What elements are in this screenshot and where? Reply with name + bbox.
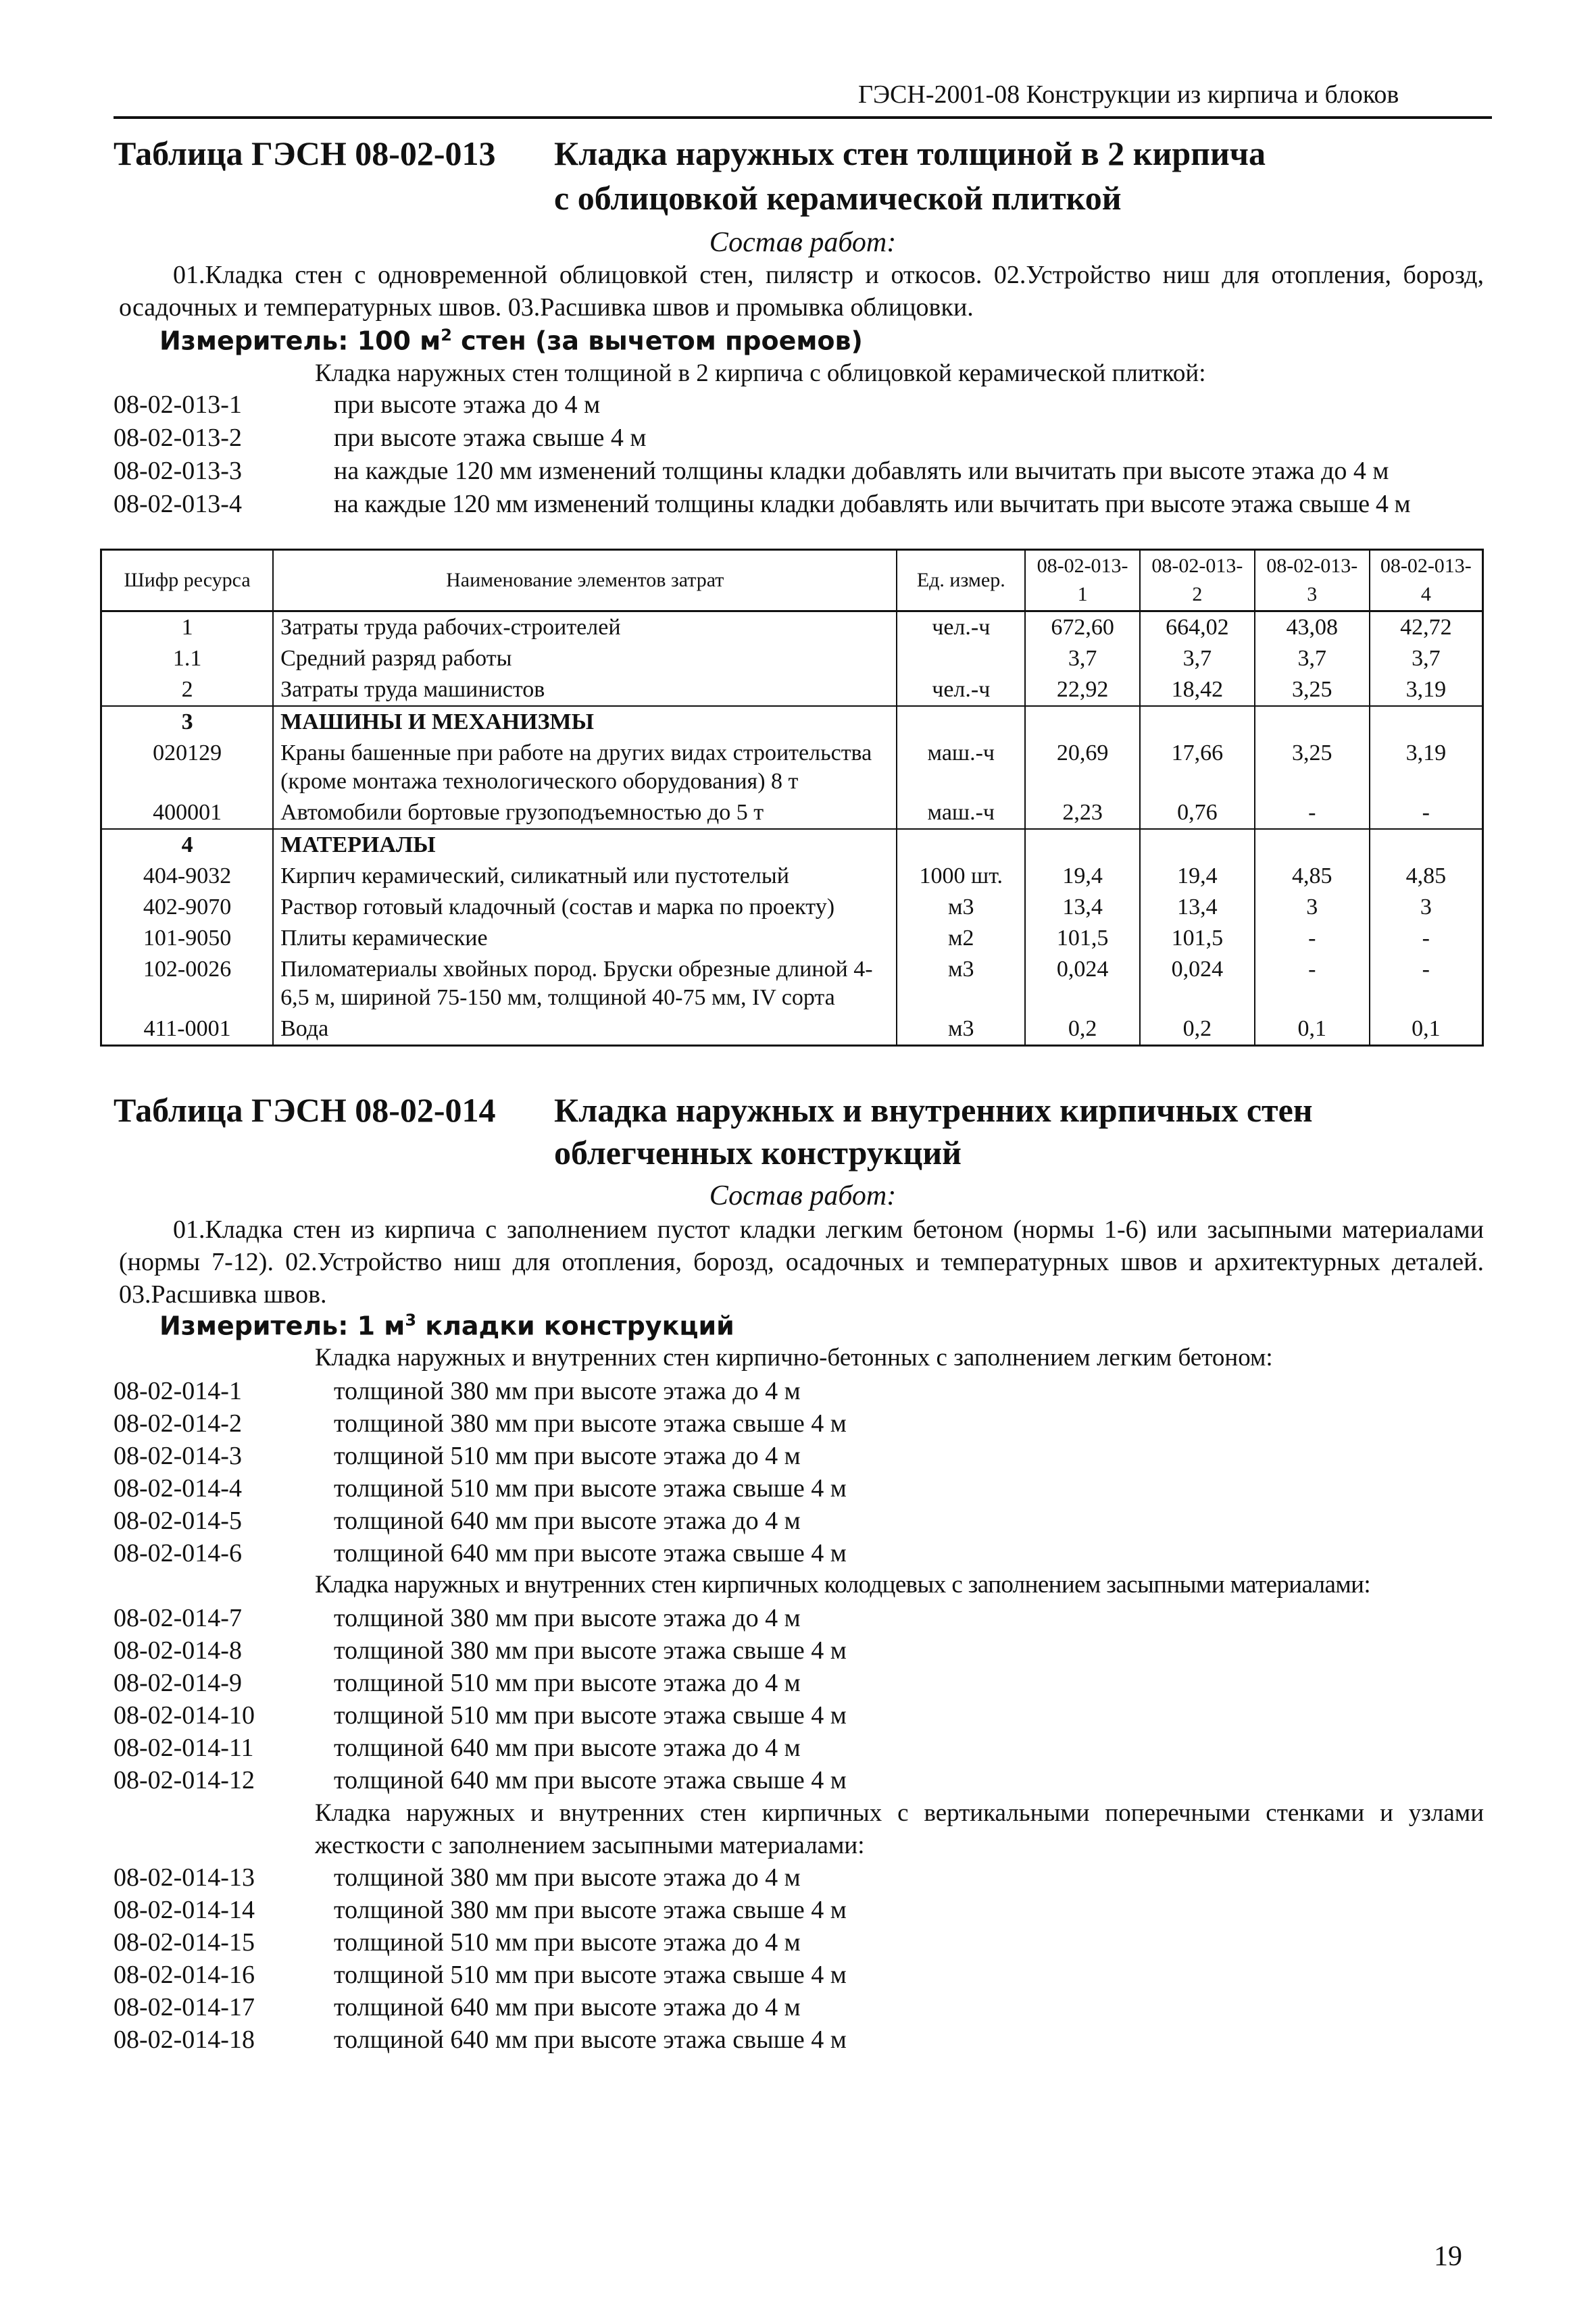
resource-code: 3: [101, 706, 274, 738]
table-013-group-label: Кладка наружных стен толщиной в 2 кирпича с облицовкой керамической плиткой:: [315, 359, 1206, 387]
resource-value: 664,02: [1140, 611, 1255, 644]
resource-value: -: [1255, 797, 1370, 829]
resource-value: -: [1255, 923, 1370, 954]
table-013-label: Таблица ГЭСН 08-02-013: [114, 134, 496, 172]
table-row: [101, 738, 1483, 797]
norm-text: при высоте этажа до 4 м: [334, 391, 601, 419]
resource-value: 3: [1255, 892, 1370, 923]
norm-text: толщиной 510 мм при высоте этажа свыше 4 м: [334, 1701, 847, 1730]
col-header-norm: 08-02-013-1: [1025, 550, 1140, 611]
section-heading: МАТЕРИАЛЫ: [273, 829, 897, 861]
resource-unit: м3: [897, 1013, 1025, 1046]
resource-value: 3,7: [1140, 643, 1255, 674]
resource-value: 0,2: [1025, 1013, 1140, 1046]
col-header-norm: 08-02-013-3: [1255, 550, 1370, 611]
resource-value: 0,024: [1140, 954, 1255, 1013]
resource-value: 13,4: [1025, 892, 1140, 923]
table-row: [101, 923, 1483, 954]
resource-value: 42,72: [1370, 611, 1483, 644]
table-row: [101, 611, 1483, 644]
resource-value: -: [1370, 923, 1483, 954]
resource-code: 400001: [101, 797, 274, 829]
table-013-works-text: 01.Кладка стен с одновременной облицовкой стен, пилястр и откосов. 02.Устройство ниш для отопления, борозд, осадочных и температурных швов. 03.Расшивка швов и промывка облицовки.: [119, 261, 1484, 322]
norm-text: толщиной 380 мм при высоте этажа свыше 4 м: [334, 1896, 847, 1924]
resource-value: 13,4: [1140, 892, 1255, 923]
norm-text: толщиной 640 мм при высоте этажа свыше 4 м: [334, 1766, 847, 1794]
norm-text: толщиной 510 мм при высоте этажа свыше 4 м: [334, 1474, 847, 1503]
table-013-works-label: Состав работ:: [709, 227, 897, 258]
norm-code: 08-02-014-2: [114, 1409, 242, 1438]
table-014-group-label: Кладка наружных и внутренних стен кирпичных с вертикальными поперечными стенками и узлами жесткости с заполнением засыпными материалами:: [315, 1799, 1484, 1859]
norm-code: 08-02-013-3: [114, 457, 242, 485]
section-heading: МАШИНЫ И МЕХАНИЗМЫ: [273, 706, 897, 738]
resource-name: Затраты труда машинистов: [273, 674, 897, 706]
resource-name: Плиты керамические: [273, 923, 897, 954]
col-header-norm: 08-02-013-4: [1370, 550, 1483, 611]
norm-text: толщиной 640 мм при высоте этажа до 4 м: [334, 1507, 801, 1535]
norm-code: 08-02-014-8: [114, 1636, 242, 1665]
resource-value: 3,25: [1255, 674, 1370, 706]
resource-code: 101-9050: [101, 923, 274, 954]
resource-table: [100, 549, 1484, 1047]
norm-text: толщиной 380 мм при высоте этажа до 4 м: [334, 1377, 801, 1405]
resource-value: 2,23: [1025, 797, 1140, 829]
norm-text: толщиной 380 мм при высоте этажа свыше 4 м: [334, 1636, 847, 1665]
norm-text: толщиной 640 мм при высоте этажа свыше 4 м: [334, 1539, 847, 1567]
resource-unit: 1000 шт.: [897, 861, 1025, 892]
norm-text: на каждые 120 мм изменений толщины кладки добавлять или вычитать при высоте этажа свыше 4 м: [334, 490, 1411, 518]
norm-code: 08-02-014-13: [114, 1863, 255, 1892]
resource-value: 4,85: [1255, 861, 1370, 892]
norm-text: толщиной 510 мм при высоте этажа свыше 4 м: [334, 1961, 847, 1989]
resource-value: 0,1: [1370, 1013, 1483, 1046]
norm-code: 08-02-014-4: [114, 1474, 242, 1503]
table-row: [101, 954, 1483, 1013]
table-014-group-label: Кладка наружных и внутренних стен кирпично-бетонных с заполнением легким бетоном:: [315, 1344, 1273, 1372]
resource-unit: чел.-ч: [897, 674, 1025, 706]
norm-code: 08-02-014-12: [114, 1766, 255, 1794]
norm-code: 08-02-014-18: [114, 2026, 255, 2054]
table-013-title-line2: с облицовкой керамической плиткой: [554, 179, 1122, 217]
resource-name: Затраты труда рабочих-строителей: [273, 611, 897, 644]
resource-value: -: [1370, 797, 1483, 829]
resource-code: 411-0001: [101, 1013, 274, 1046]
norm-code: 08-02-014-15: [114, 1928, 255, 1957]
resource-unit: м3: [897, 892, 1025, 923]
table-014-title-line1: Кладка наружных и внутренних кирпичных стен: [554, 1091, 1313, 1129]
table-014-meter: Измеритель: 1 $м^3$ кладки конструкций: [159, 1311, 734, 1341]
running-header: ГЭСН-2001-08 Конструкции из кирпича и блоков: [858, 80, 1399, 109]
resource-unit: [897, 643, 1025, 674]
col-header-norm: 08-02-013-2: [1140, 550, 1255, 611]
resource-name: Раствор готовый кладочный (состав и марка по проекту): [273, 892, 897, 923]
norm-code: 08-02-014-11: [114, 1734, 254, 1762]
resource-value: 3,7: [1370, 643, 1483, 674]
norm-code: 08-02-014-9: [114, 1669, 242, 1697]
col-header-name: Наименование элементов затрат: [273, 550, 897, 611]
resource-value: -: [1370, 954, 1483, 1013]
norm-code: 08-02-013-1: [114, 391, 242, 419]
resource-value: 17,66: [1140, 738, 1255, 797]
norm-code: 08-02-014-5: [114, 1507, 242, 1535]
table-014-title-line2: облегченных конструкций: [554, 1134, 962, 1172]
resource-value: 3,19: [1370, 738, 1483, 797]
norm-code: 08-02-014-14: [114, 1896, 255, 1924]
table-014-works-text: 01.Кладка стен из кирпича с заполнением пустот кладки легким бетоном (нормы 1-6) или засыпными материалами (нормы 7-12). 02.Устройство ниш для отопления, борозд, осадочных и температурных швов и архитектурных деталей. 03.Расшивка швов.: [119, 1215, 1484, 1309]
resource-value: 18,42: [1140, 674, 1255, 706]
resource-value: 0,1: [1255, 1013, 1370, 1046]
resource-unit: маш.-ч: [897, 738, 1025, 797]
resource-value: 22,92: [1025, 674, 1140, 706]
header-rule: [114, 116, 1492, 119]
norm-code: 08-02-013-4: [114, 490, 242, 518]
table-014-label: Таблица ГЭСН 08-02-014: [114, 1091, 496, 1129]
norm-code: 08-02-014-1: [114, 1377, 242, 1405]
resource-value: 3,25: [1255, 738, 1370, 797]
resource-code: 102-0026: [101, 954, 274, 1013]
norm-text: толщиной 640 мм при высоте этажа до 4 м: [334, 1993, 801, 2021]
table-013-meter: Измеритель: 100 $м^2$ стен (за вычетом проемов): [159, 326, 863, 356]
resource-value: 19,4: [1140, 861, 1255, 892]
resource-code: 020129: [101, 738, 274, 797]
page-number: 19: [1434, 2241, 1462, 2272]
resource-value: 3,19: [1370, 674, 1483, 706]
table-013-title-line1: Кладка наружных стен толщиной в 2 кирпича: [554, 134, 1266, 172]
resource-name: Пиломатериалы хвойных пород. Бруски обрезные длиной 4-6,5 м, шириной 75-150 мм, толщиной 40-75 мм, IV сорта: [273, 954, 897, 1013]
resource-name: Краны башенные при работе на других видах строительства (кроме монтажа технологического оборудования) 8 т: [273, 738, 897, 797]
resource-value: 101,5: [1140, 923, 1255, 954]
resource-value: 3,7: [1255, 643, 1370, 674]
resource-code: 1: [101, 611, 274, 644]
table-row: [101, 797, 1483, 829]
resource-code: 2: [101, 674, 274, 706]
table-014-works-label: Состав работ:: [709, 1180, 897, 1211]
resource-value: 0,2: [1140, 1013, 1255, 1046]
norm-text: при высоте этажа свыше 4 м: [334, 424, 647, 452]
resource-value: 672,60: [1025, 611, 1140, 644]
resource-name: Средний разряд работы: [273, 643, 897, 674]
resource-value: 19,4: [1025, 861, 1140, 892]
table-row: [101, 643, 1483, 674]
resource-value: 20,69: [1025, 738, 1140, 797]
resource-name: Кирпич керамический, силикатный или пустотелый: [273, 861, 897, 892]
col-header-unit: Ед. измер.: [897, 550, 1025, 611]
norm-text: на каждые 120 мм изменений толщины кладки добавлять или вычитать при высоте этажа до 4 м: [334, 457, 1389, 485]
table-section-row: [101, 706, 1483, 738]
resource-code: 4: [101, 829, 274, 861]
resource-unit: м3: [897, 954, 1025, 1013]
resource-value: 101,5: [1025, 923, 1140, 954]
table-row: [101, 861, 1483, 892]
norm-text: толщиной 510 мм при высоте этажа до 4 м: [334, 1669, 801, 1697]
resource-unit: маш.-ч: [897, 797, 1025, 829]
norm-code: 08-02-013-2: [114, 424, 242, 452]
table-row: [101, 674, 1483, 706]
norm-text: толщиной 380 мм при высоте этажа до 4 м: [334, 1604, 801, 1632]
resource-unit: м2: [897, 923, 1025, 954]
table-section-row: [101, 829, 1483, 861]
norm-text: толщиной 380 мм при высоте этажа свыше 4 м: [334, 1409, 847, 1438]
norm-code: 08-02-014-3: [114, 1442, 242, 1470]
resource-code: 1.1: [101, 643, 274, 674]
norm-text: толщиной 510 мм при высоте этажа до 4 м: [334, 1928, 801, 1957]
norm-text: толщиной 380 мм при высоте этажа до 4 м: [334, 1863, 801, 1892]
table-row: [101, 1013, 1483, 1046]
norm-code: 08-02-014-10: [114, 1701, 255, 1730]
norm-code: 08-02-014-17: [114, 1993, 255, 2021]
resource-value: 0,76: [1140, 797, 1255, 829]
resource-code: 402-9070: [101, 892, 274, 923]
resource-unit: чел.-ч: [897, 611, 1025, 644]
resource-value: 3: [1370, 892, 1483, 923]
norm-text: толщиной 640 мм при высоте этажа свыше 4 м: [334, 2026, 847, 2054]
norm-code: 08-02-014-16: [114, 1961, 255, 1989]
resource-value: -: [1255, 954, 1370, 1013]
resource-code: 404-9032: [101, 861, 274, 892]
resource-name: Вода: [273, 1013, 897, 1046]
col-header-code: Шифр ресурса: [101, 550, 274, 611]
resource-value: 4,85: [1370, 861, 1483, 892]
norm-text: толщиной 510 мм при высоте этажа до 4 м: [334, 1442, 801, 1470]
norm-code: 08-02-014-7: [114, 1604, 242, 1632]
resource-value: 0,024: [1025, 954, 1140, 1013]
norm-text: толщиной 640 мм при высоте этажа до 4 м: [334, 1734, 801, 1762]
norm-code: 08-02-014-6: [114, 1539, 242, 1567]
resource-name: Автомобили бортовые грузоподъемностью до 5 т: [273, 797, 897, 829]
table-014-group-label: Кладка наружных и внутренних стен кирпичных колодцевых с заполнением засыпными материалами:: [315, 1571, 1371, 1599]
resource-value: 3,7: [1025, 643, 1140, 674]
resource-value: 43,08: [1255, 611, 1370, 644]
table-row: [101, 892, 1483, 923]
